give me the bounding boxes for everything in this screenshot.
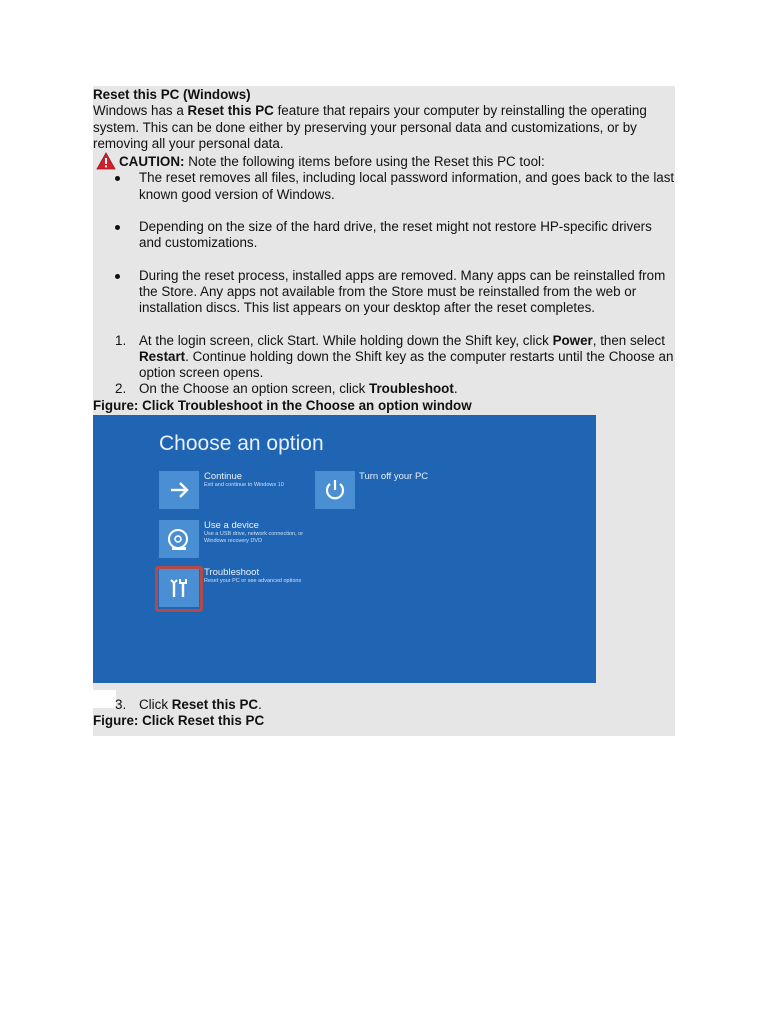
use-device-tile: [159, 520, 199, 558]
document-body: [93, 87, 675, 730]
caution-note: [93, 154, 675, 170]
step-item: 2. On the Choose an option screen, click Troubleshoot.: [115, 381, 458, 397]
troubleshoot-highlight-frame: [155, 566, 203, 612]
option-title: Troubleshoot: [204, 567, 260, 579]
screen-title: Choose an option: [159, 432, 324, 456]
option-title: Turn off your PC: [359, 471, 429, 483]
steps-list-continued: [93, 697, 675, 713]
power-icon: [315, 471, 355, 509]
disc-icon: [159, 520, 199, 558]
section-title: Reset this PC (Windows): [93, 87, 251, 102]
caution-list: [93, 170, 675, 316]
list-item: Depending on the size of the hard drive, the reset might not restore HP-specific drivers and customizations.: [93, 219, 675, 252]
turn-off-tile: [315, 471, 355, 509]
list-item: During the reset process, installed apps are removed. Many apps can be reinstalled from the Store. Any apps not available from the Store must be reinstalled from the web or installation discs. This list appears on your desktop after the reset completes.: [93, 268, 675, 317]
figure-caption: Figure: Click Troubleshoot in the Choose an option window: [93, 397, 472, 413]
option-description: Use a USB drive, network connection, or Windows recovery DVD: [204, 531, 304, 545]
steps-list: [93, 333, 675, 398]
option-title: Use a device: [204, 520, 259, 532]
figure-caption: Figure: Click Reset this PC: [93, 713, 265, 729]
list-item: The reset removes all files, including local password information, and goes back to the last known good version of Windows.: [93, 170, 675, 203]
option-description: Reset your PC or see advanced options: [204, 578, 302, 585]
intro-paragraph: Windows has a Reset this PC feature that repairs your computer by reinstalling the operating system. This can be done either by preserving your personal data and customizations, or by removing all your personal data.: [93, 103, 647, 151]
option-description: Exit and continue to Windows 10: [204, 482, 284, 489]
step-item: 1. At the login screen, click Start. While holding down the Shift key, click Power, then select Restart. Continue holding down the Shift key as the computer restarts until the Choose an option screen opens.: [115, 332, 674, 381]
choose-an-option-screenshot: [93, 415, 596, 683]
caution-label: CAUTION:: [119, 154, 185, 170]
caution-text: Note the following items before using the Reset this PC tool:: [184, 154, 545, 170]
step-item: 3. Click Reset this PC.: [115, 697, 262, 713]
option-title: Continue: [204, 471, 243, 483]
warning-triangle-icon: [96, 152, 116, 170]
continue-tile: [159, 471, 199, 509]
arrow-right-icon: [159, 471, 199, 509]
